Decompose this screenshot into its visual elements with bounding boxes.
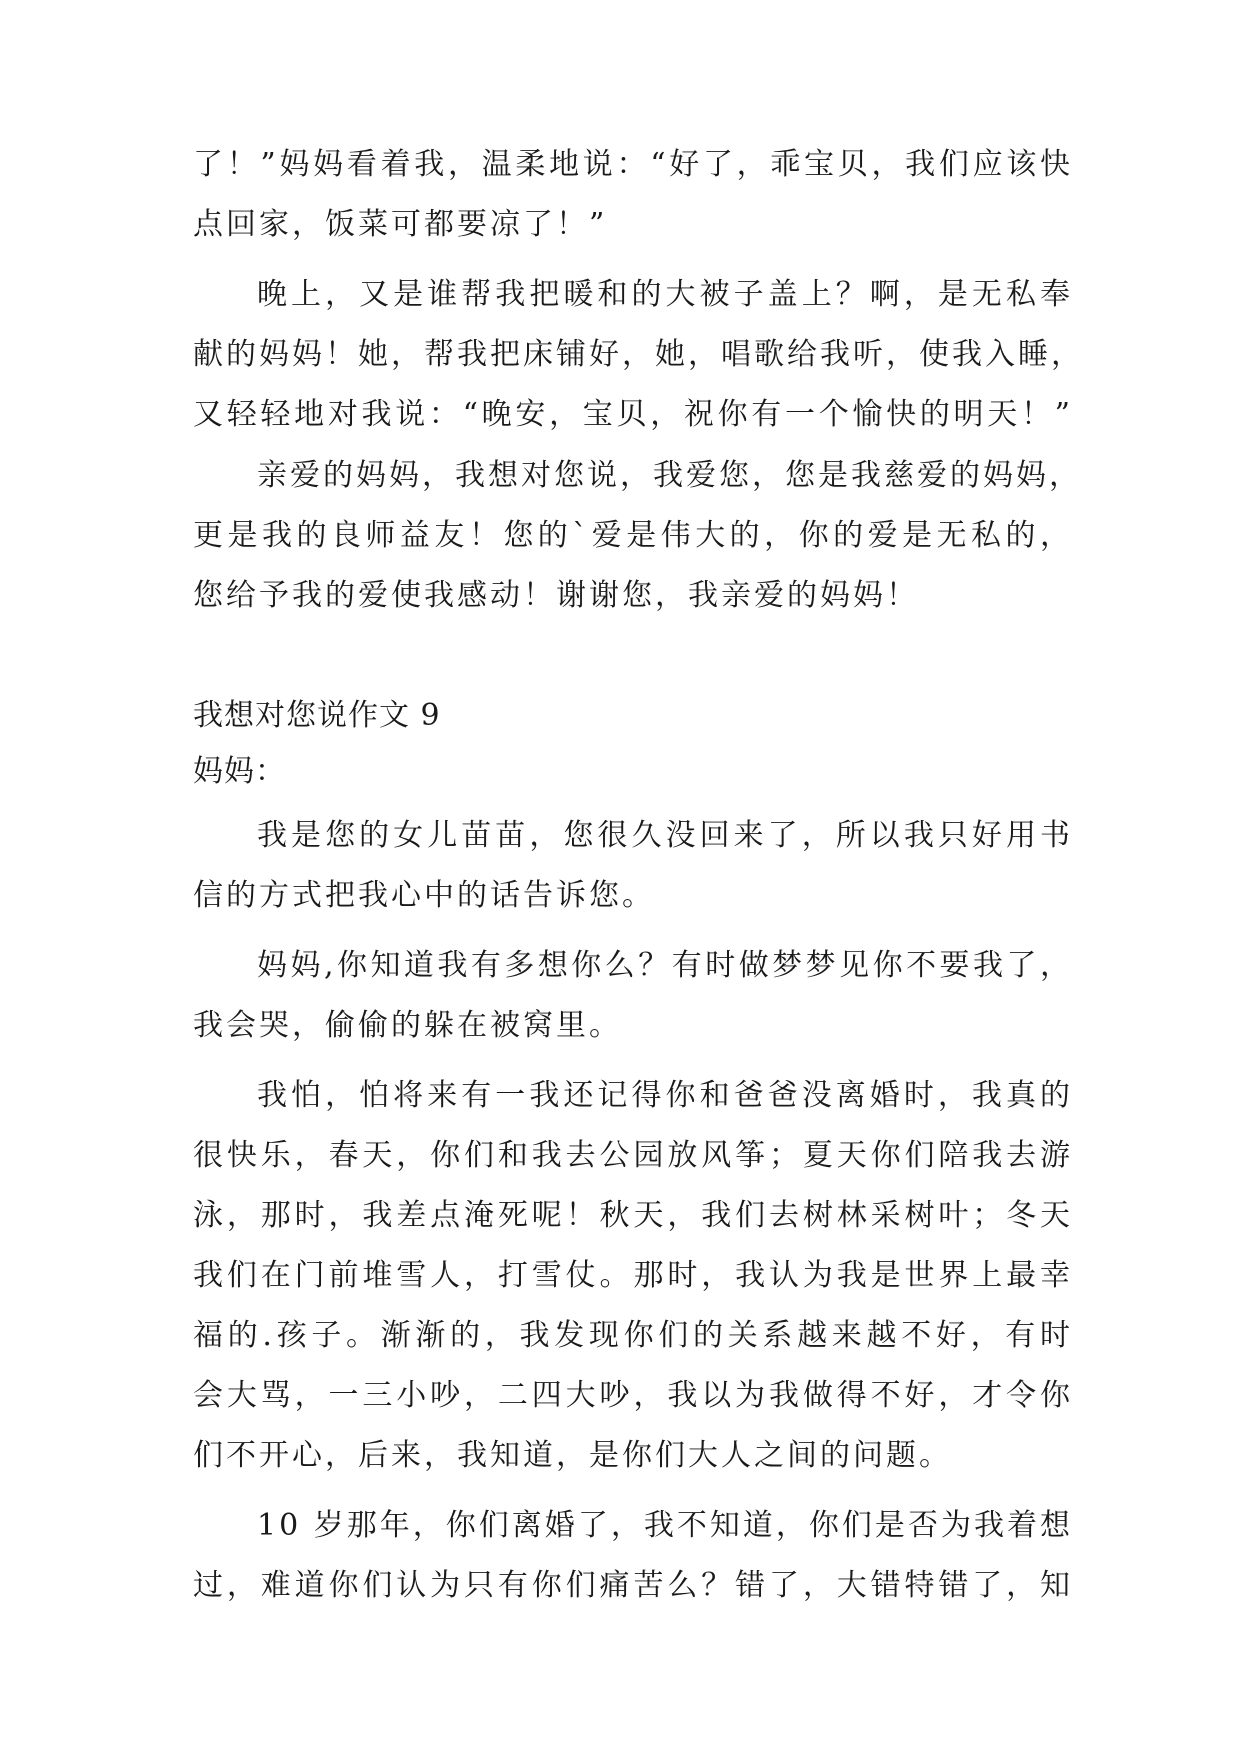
paragraph-line: 更是我的良师益友！您的`爱是伟大的，你的爱是无私的，	[193, 518, 1073, 553]
essay-title: 我想对您说作文 9	[193, 698, 441, 733]
paragraph-line: 点回家，饭菜可都要凉了！”	[193, 207, 608, 242]
paragraph-line: 妈妈,你知道我有多想你么？有时做梦梦见你不要我了，	[257, 948, 1073, 983]
paragraph-line: 我怕，怕将来有一我还记得你和爸爸没离婚时，我真的	[257, 1078, 1073, 1113]
paragraph-line: 信的方式把我心中的话告诉您。	[193, 878, 655, 913]
salutation: 妈妈：	[193, 754, 286, 789]
paragraph-line: 又轻轻地对我说：“晚安，宝贝，祝你有一个愉快的明天！”	[193, 397, 1073, 432]
paragraph-line: 您给予我的爱使我感动！谢谢您，我亲爱的妈妈！	[193, 578, 919, 613]
paragraph-line: 亲爱的妈妈，我想对您说，我爱您，您是我慈爱的妈妈，	[257, 458, 1082, 493]
paragraph-line: 福的.孩子。渐渐的，我发现你们的关系越来越不好，有时	[193, 1318, 1073, 1353]
paragraph-line: 晚上，又是谁帮我把暖和的大被子盖上？啊，是无私奉	[257, 277, 1073, 312]
paragraph-line: 会大骂，一三小吵，二四大吵，我以为我做得不好，才令你	[193, 1378, 1073, 1413]
paragraph-line: 过，难道你们认为只有你们痛苦么？错了，大错特错了，知	[193, 1568, 1073, 1603]
paragraph-line: 了！”妈妈看着我，温柔地说：“好了，乖宝贝，我们应该快	[193, 147, 1073, 182]
paragraph-line: 很快乐，春天，你们和我去公园放风筝；夏天你们陪我去游	[193, 1138, 1073, 1173]
paragraph-line: 我们在门前堆雪人，打雪仗。那时，我认为我是世界上最幸	[193, 1258, 1073, 1293]
paragraph-line: 献的妈妈！她，帮我把床铺好，她，唱歌给我听，使我入睡，	[193, 337, 1084, 372]
paragraph-line: 我是您的女儿苗苗，您很久没回来了，所以我只好用书	[257, 818, 1073, 853]
paragraph-line: 泳，那时，我差点淹死呢！秋天，我们去树林采树叶；冬天	[193, 1198, 1073, 1233]
paragraph-line: 们不开心，后来，我知道，是你们大人之间的问题。	[193, 1438, 952, 1473]
paragraph-line: 10 岁那年，你们离婚了，我不知道，你们是否为我着想	[257, 1508, 1073, 1543]
paragraph-line: 我会哭，偷偷的躲在被窝里。	[193, 1008, 622, 1043]
